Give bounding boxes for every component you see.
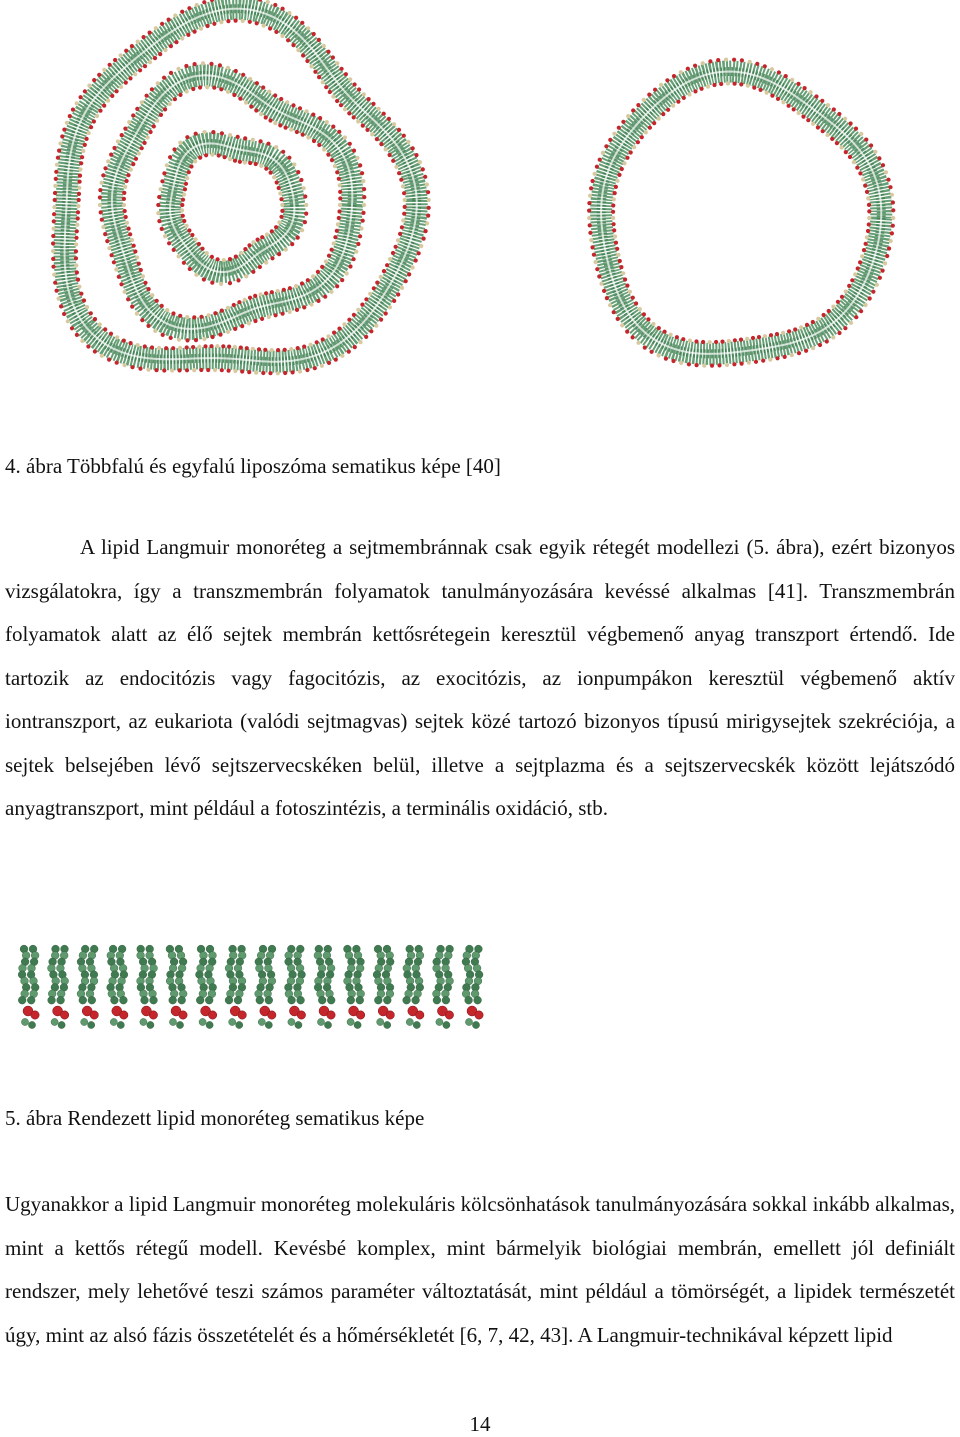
lipid-molecule bbox=[373, 945, 394, 1029]
lipid-molecule bbox=[285, 945, 306, 1029]
lipid-molecule bbox=[196, 945, 217, 1029]
figure-4-liposome-illustration bbox=[0, 0, 960, 420]
lipid-molecule bbox=[225, 945, 246, 1029]
lipid-molecule bbox=[255, 945, 276, 1029]
bilayer-ring-inner bbox=[156, 130, 308, 286]
lipid-molecule bbox=[77, 945, 98, 1029]
lipid-molecule bbox=[166, 945, 187, 1029]
lipid-molecule bbox=[403, 945, 424, 1029]
paragraph-2-text: Ugyanakkor a lipid Langmuir monoréteg molekuláris kölcsönhatások tanulmányozására sokkal inkább alkalmas, mint a kettős rétegű modell. Kevésbé komplex, mint bármelyik biológiai membrán, emellett jól definiált rendszer, mely lehetővé teszi számos paraméter változtatását, mint például a tömörségét, a lipidek természetét úgy, mint az alsó fázis összetételét és a hőmérsékletét [6, 7, 42, 43]. A Langmuir-technikával képzett lipid bbox=[5, 1183, 955, 1357]
figure-5-caption: 5. ábra Rendezett lipid monoréteg sematikus képe bbox=[5, 1104, 424, 1132]
paragraph-1-text: A lipid Langmuir monoréteg a sejtmembránnak csak egyik rétegét modellezi (5. ábra), ezért bizonyos vizsgálatokra, így a transzmembrán folyamatok tanulmányozására kevéssé alkalmas [41]. Transzmembrán folyamatok alatt az élő sejtek membrán kettősrétegein keresztül végbemenő anyag transzport értendő. Ide tartozik az endocitózis vagy fagocitózis, az exocitózis, az ionpumpákon keresztül végbemenő aktív iontranszport, az eukariota (valódi sejtmagvas) sejtek közé tartozó bizonyos típusú mirigysejtek szekréciója, a sejtek belsejében lévő sejtszervecskéken belül, illetve a sejtplazma és a sejtszervecskék között lejátszódó anyagtranszport, mint például a fotoszintézis, a terminális oxidáció, stb. bbox=[5, 526, 955, 831]
lipid-molecule bbox=[462, 945, 483, 1029]
bilayer-ring-single bbox=[587, 58, 895, 368]
unilamellar-liposome-image bbox=[587, 58, 895, 368]
lipid-molecule bbox=[18, 945, 39, 1029]
lipid-molecule bbox=[344, 945, 365, 1029]
lipid-monolayer-image bbox=[18, 945, 483, 1029]
figure-5-monolayer-illustration bbox=[0, 935, 520, 1045]
multilamellar-liposome-image bbox=[51, 0, 431, 375]
lipid-molecule bbox=[137, 945, 158, 1029]
body-paragraph-2 bbox=[5, 1183, 955, 1357]
lipid-molecule bbox=[107, 945, 128, 1029]
lipid-molecule bbox=[48, 945, 69, 1029]
figure-4-caption: 4. ábra Többfalú és egyfalú liposzóma sematikus képe [40] bbox=[5, 452, 501, 480]
lipid-molecule bbox=[433, 945, 454, 1029]
bilayer-ring-middle bbox=[98, 61, 367, 342]
lipid-molecule bbox=[314, 945, 335, 1029]
page-number: 14 bbox=[0, 1412, 960, 1437]
body-paragraph-1 bbox=[5, 526, 955, 831]
